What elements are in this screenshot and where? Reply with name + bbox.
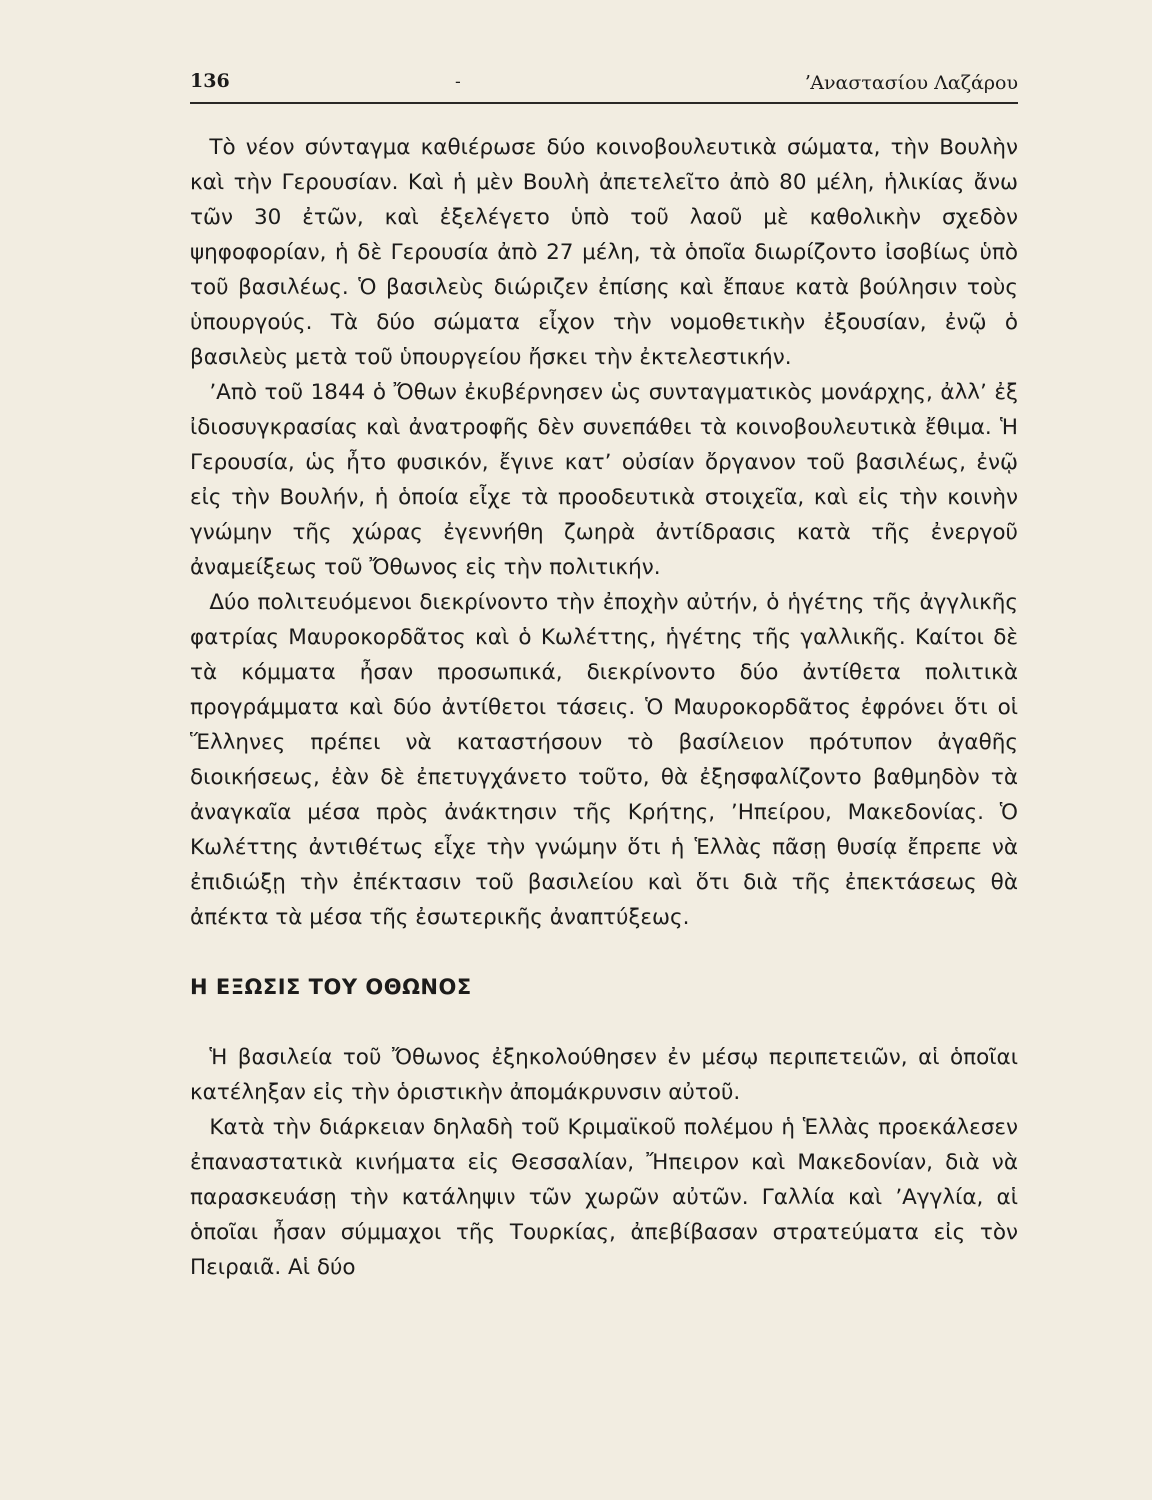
paragraph-5: Κατὰ τὴν διάρκειαν δηλαδὴ τοῦ Κριμαϊκοῦ πολέμου ἡ Ἑλλὰς προεκάλεσεν ἐπαναστατικὰ κινήματα εἰς Θεσσαλίαν, Ἤπειρον καὶ Μακεδονίαν, διὰ νὰ παρασκευάσῃ τὴν κατάληψιν τῶν χωρῶν αὐτῶν. Γαλλία καὶ ʼΑγγλία, αἱ ὁποῖαι ἦσαν σύμμαχοι τῆς Τουρκίας, ἀπεβίβασαν στρατεύματα εἰς τὸν Πειραιᾶ. Αἱ δύο (190, 1115, 1018, 1280)
header-rule (190, 102, 1018, 104)
paragraph-4: Ἡ βασιλεία τοῦ Ὄθωνος ἐξηκολούθησεν ἐν μέσῳ περιπετειῶν, αἱ ὁποῖαι κατέληξαν εἰς τὴν ὁριστικὴν ἀπομάκρυνσιν αὐτοῦ. (190, 1045, 1018, 1105)
paragraph-3: Δύο πολιτευόμενοι διεκρίνοντο τὴν ἐποχὴν αὐτήν, ὁ ἡγέτης τῆς ἀγγλικῆς φατρίας Μαυροκορδᾶτος καὶ ὁ Κωλέττης, ἡγέτης τῆς γαλλικῆς. Καίτοι δὲ τὰ κόμματα ἦσαν προσωπικά, διεκρίνοντο δύο ἀντίθετα πολιτικὰ προγράμματα καὶ δύο ἀντίθετοι τάσεις. Ὁ Μαυροκορδᾶτος ἐφρόνει ὅτι οἱ Ἕλληνες πρέπει νὰ καταστήσουν τὸ βασίλειον πρότυπον ἀγαθῆς διοικήσεως, ἐὰν δὲ ἐπετυγχάνετο τοῦτο, θὰ ἐξησφαλίζοντο βαθμηδὸν τὰ ἀναγκαῖα μέσα πρὸς ἀνάκτησιν τῆς Κρήτης, ʼΗπείρου, Μακεδονίας. Ὁ Κωλέττης ἀντιθέτως εἶχε τὴν γνώμην ὅτι ἡ Ἑλλὰς πᾶσῃ θυσίᾳ ἔπρεπε νὰ ἐπιδιώξῃ τὴν ἐπέκτασιν τοῦ βασιλείου καὶ ὅτι διὰ τῆς ἐπεκτάσεως θὰ ἀπέκτα τὰ μέσα τῆς ἐσωτερικῆς ἀναπτύξεως. (190, 590, 1018, 930)
running-head-author: ʼΑναστασίου Λαζάρου (804, 72, 1018, 94)
heading-spacer-top (190, 935, 1018, 970)
paragraph-2: ʼΑπὸ τοῦ 1844 ὁ Ὄθων ἐκυβέρνησεν ὡς συνταγματικὸς μονάρχης, ἀλλʼ ἐξ ἰδιοσυγκρασίας καὶ ἀνατροφῆς δὲν συνεπάθει τὰ κοινοβουλευτικὰ ἔθιμα. Ἡ Γερουσία, ὡς ἦτο φυσικόν, ἔγινε κατʼ οὐσίαν ὄργανον τοῦ βασιλέως, ἐνῷ εἰς τὴν Βουλήν, ἡ ὁποία εἶχε τὰ προοδευτικὰ στοιχεῖα, καὶ εἰς τὴν κοινὴν γνώμην τῆς χώρας ἐγεννήθη ζωηρὰ ἀντίδρασις κατὰ τῆς ἐνεργοῦ ἀναμείξεως τοῦ Ὄθωνος εἰς τὴν πολιτικήν. (190, 380, 1018, 580)
heading-spacer-bottom (190, 1005, 1018, 1040)
section-heading: Η ΕΞΩΣΙΣ ΤΟΥ ΟΘΩΝΟΣ (190, 975, 472, 999)
header-dash: - (455, 72, 461, 91)
page-number: 136 (190, 70, 230, 92)
page-header (190, 70, 1018, 104)
body-text (190, 130, 1018, 1285)
paragraph-1: Τὸ νέον σύνταγμα καθιέρωσε δύο κοινοβουλευτικὰ σώματα, τὴν Βουλὴν καὶ τὴν Γερουσίαν. Καὶ ἡ μὲν Βουλὴ ἀπετελεῖτο ἀπὸ 80 μέλη, ἡλικίας ἄνω τῶν 30 ἐτῶν, καὶ ἐξελέγετο ὑπὸ τοῦ λαοῦ μὲ καθολικὴν σχεδὸν ψηφοφορίαν, ἡ δὲ Γερουσία ἀπὸ 27 μέλη, τὰ ὁποῖα διωρίζοντο ἰσοβίως ὑπὸ τοῦ βασιλέως. Ὁ βασιλεὺς διώριζεν ἐπίσης καὶ ἔπαυε κατὰ βούλησιν τοὺς ὑπουργούς. Τὰ δύο σώματα εἶχον τὴν νομοθετικὴν ἐξουσίαν, ἐνῷ ὁ βασιλεὺς μετὰ τοῦ ὑπουργείου ἤσκει τὴν ἐκτελεστικήν. (190, 135, 1018, 370)
